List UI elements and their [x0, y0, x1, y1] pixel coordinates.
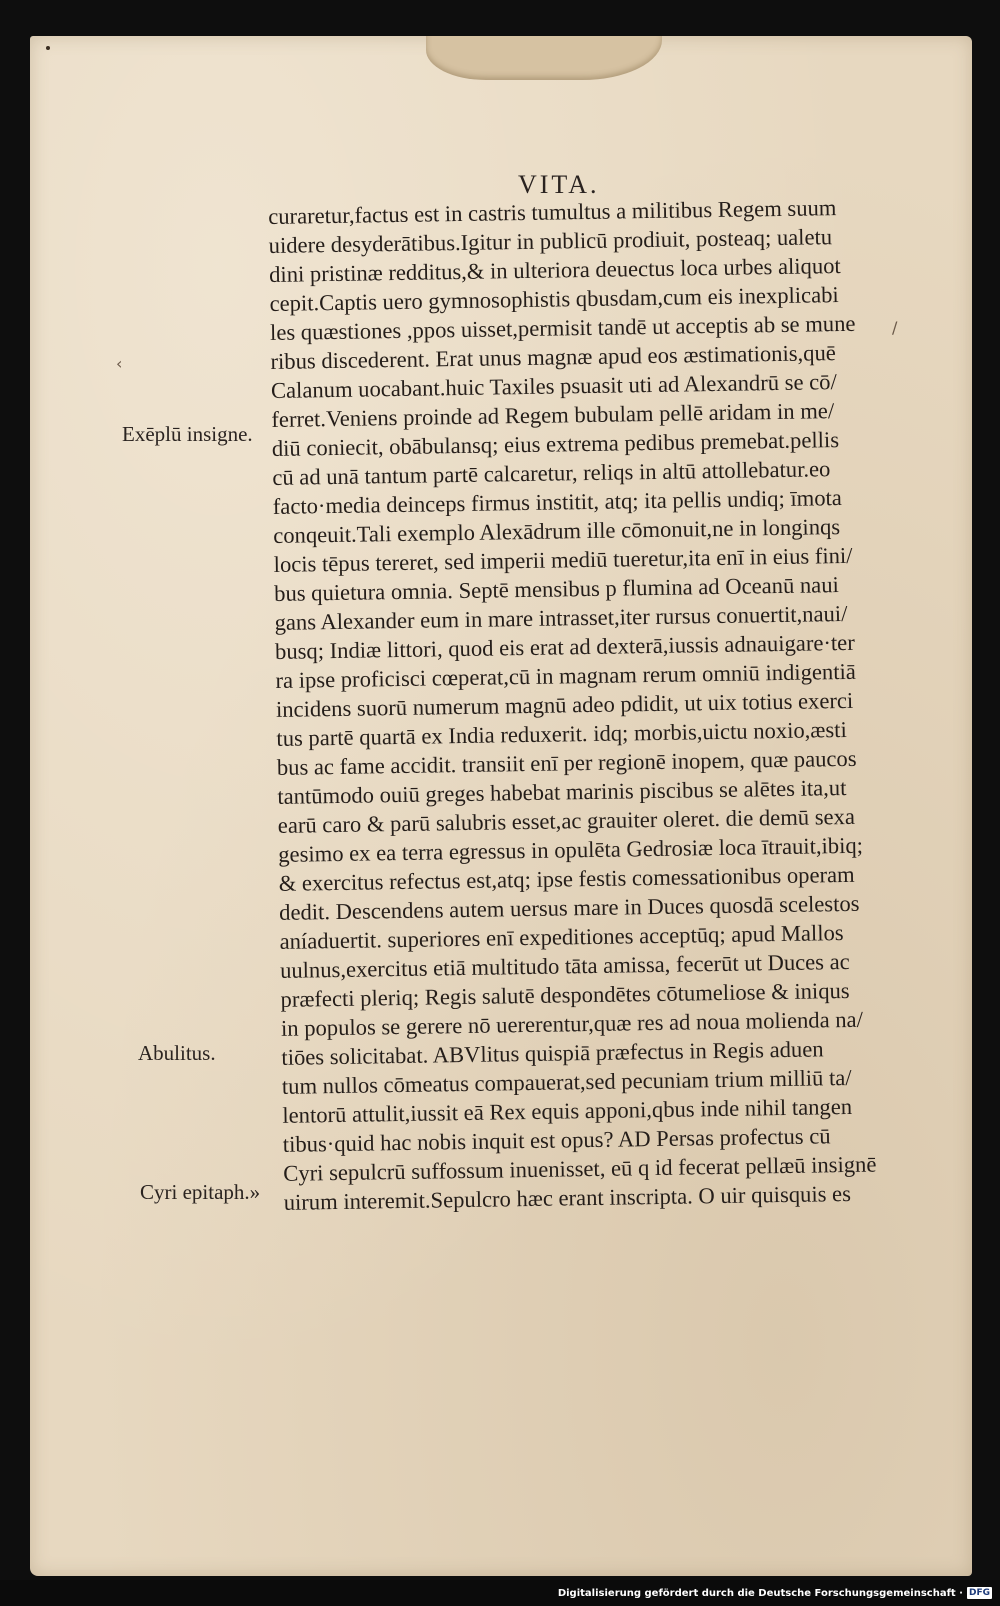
text-line: & exercitus refectus est,atq; ipse festis comessationibus operam — [278, 861, 855, 896]
text-line: ra ipse proficisci cœperat,cū in magnam rerum omniū indigentiā — [275, 658, 857, 693]
text-line: præfecti pleriq; Regis salutē despondētes cōtumeliose & iniqus — [280, 977, 850, 1012]
text-line: tantūmodo ouiū greges habebat marinis piscibus se alētes ita,ut — [277, 774, 847, 809]
text-line: Cyri sepulcrū suffossum inuenisset, eū q id fecerat pellæū insignē — [283, 1151, 877, 1186]
text-line: ferret.Veniens proinde ad Regem bubulam pellē aridam in me/ — [271, 398, 835, 432]
text-line: tus partē quartā ex India reduxerit. idq; morbis,uictu noxio,æsti — [276, 716, 847, 751]
text-line: in populos se gerere nō uererentur,quæ res ad noua molienda na/ — [280, 1006, 864, 1041]
footer-credit-text: Digitalisierung gefördert durch die Deutsche Forschungsgemeinschaft · — [557, 1587, 963, 1599]
text-line: tiōes solicitabat. ABVlitus quispiā præfectus in Regis aduen — [281, 1036, 824, 1070]
text-line: cū ad unā tantum partē calcaretur, reliqs in altū attollebatur.eo — [272, 456, 831, 490]
text-line: gans Alexander eum in mare intrasset,iter rursus conuertit,naui/ — [274, 600, 848, 635]
page-tab — [426, 36, 662, 80]
margin-mark: / — [892, 318, 898, 337]
dfg-logo-icon: DFG — [968, 1588, 990, 1598]
text-line: aníaduertit. superiores enī expeditiones acceptūq; apud Mallos — [279, 920, 844, 954]
text-line: gesimo ex ea terra egressus in opulēta Gedrosiæ loca ītrauit,ibiq; — [278, 832, 864, 867]
text-line: les quæstiones ,ppos uisset,permisit tandē ut acceptis ab se mune — [269, 310, 856, 345]
text-line: dedit. Descendens autem uersus mare in Duces quosdā scelestos — [278, 890, 860, 925]
text-line: locis tēpus tereret, sed imperii mediū tueretur,ita enī in eius fini/ — [273, 542, 853, 577]
text-line: facto·media deinceps firmus institit, atq; ita pellis undiq; īmota — [272, 485, 843, 519]
text-line: diū coniecit, obābulansq; eius extrema pedibus premebat.pellis — [271, 427, 840, 461]
text-line: curaretur,factus est in castris tumultus a militibus Regem suum — [268, 195, 837, 229]
text-line: Calanum uocabant.huic Taxiles psuasit uti ad Alexandrū se cō/ — [270, 369, 837, 403]
ink-speck — [46, 46, 50, 50]
margin-note-exemplum: Exēplū insigne. — [122, 422, 253, 446]
text-line: tibus·quid hac nobis inquit est opus? AD Persas profectus cū — [282, 1123, 831, 1157]
text-line: dini pristinæ redditus,& in ulteriora deuectus loca urbes aliquot — [268, 253, 841, 287]
margin-mark: ‹ — [116, 354, 123, 373]
book-page — [30, 36, 972, 1576]
margin-note-abulitus: Abulitus. — [138, 1041, 216, 1065]
text-line: uidere desyderātibus.Igitur in publicū prodiuit, posteaq; ualetu — [268, 224, 833, 258]
text-line: tum nullos cōmeatus compauerat,sed pecuniam trium milliū ta/ — [281, 1064, 852, 1099]
footer-credit — [558, 1582, 992, 1604]
text-line: incidens suorū numerum magnū adeo pdidit, ut uix totius exerci — [275, 687, 854, 722]
text-line: uulnus,exercitus etiā multitudo tāta amissa, fecerūt ut Duces ac — [279, 948, 850, 983]
running-head: VITA. — [518, 170, 600, 199]
text-line: earū caro & parū salubris esset,ac grauiter oleret. die demū sexa — [277, 803, 856, 838]
text-line: bus ac fame accidit. transiit enī per regionē inopem, quæ paucos — [276, 745, 857, 780]
text-line: lentorū attulit,iussit eā Rex equis apponi,qbus inde nihil tangen — [282, 1093, 853, 1128]
text-line: conqeuit.Tali exemplo Alexādrum ille cōmonuit,ne in longinqs — [273, 514, 841, 548]
text-line: busq; Indiæ littori, quod eis erat ad dexterā,iussis adnauigare·ter — [274, 629, 855, 664]
text-line: cepit.Captis uero gymnosophistis qbusdam,cum eis inexplicabi — [269, 282, 839, 316]
text-line: ribus discederent. Erat unus magnæ apud eos æstimationis,quē — [270, 340, 837, 374]
text-line: uirum interemit.Sepulcro hæc erant inscripta. O uir quisquis es — [283, 1180, 852, 1215]
text-line: bus quietura omnia. Septē mensibus p flumina ad Oceanū naui — [273, 572, 839, 606]
margin-note-cyri-epitaph: Cyri epitaph.» — [140, 1180, 261, 1204]
main-text-block — [268, 192, 944, 1217]
